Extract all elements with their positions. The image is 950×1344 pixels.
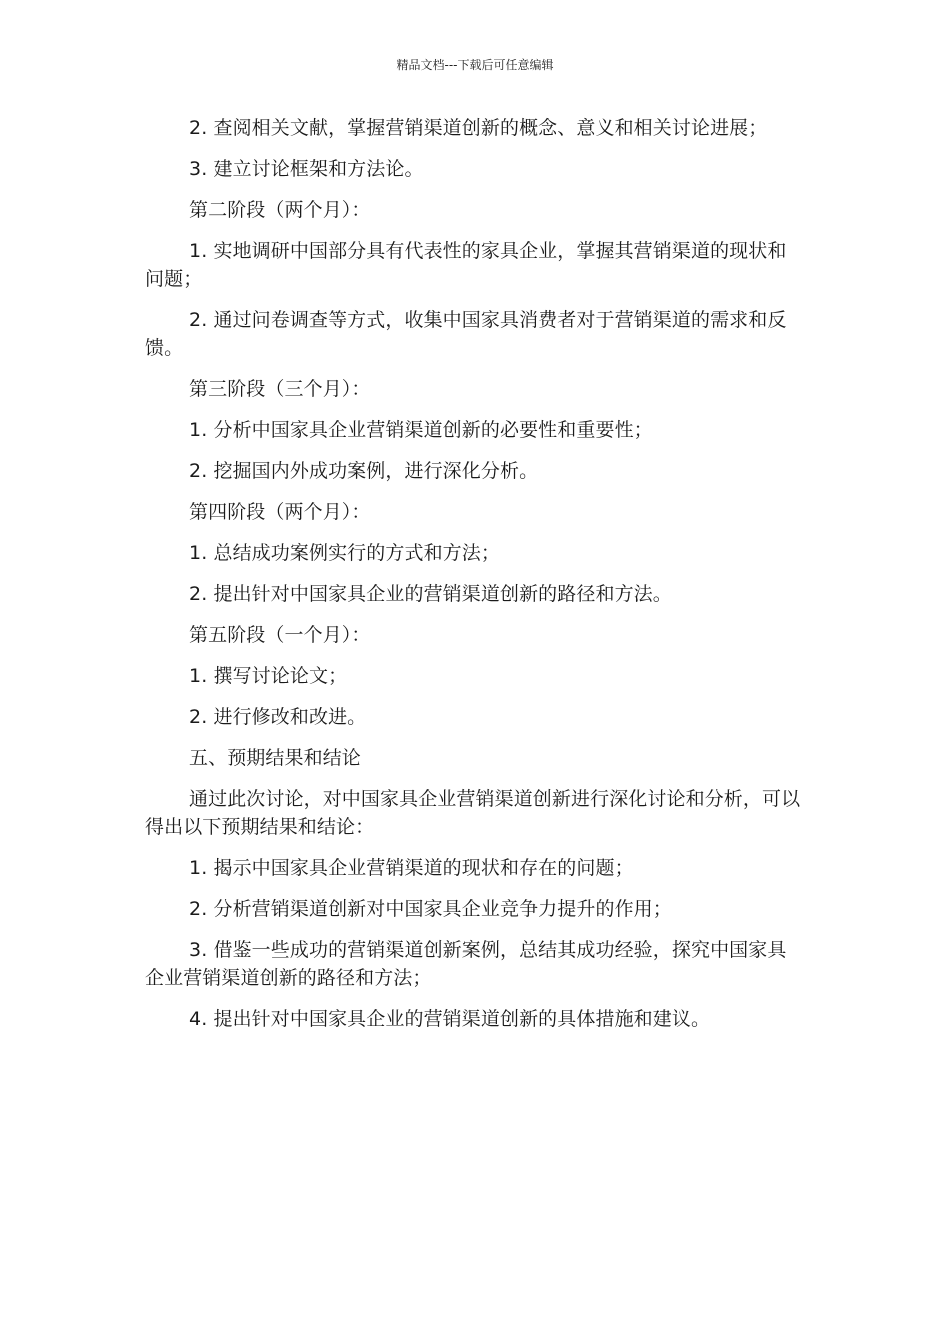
paragraph: 1. 总结成功案例实行的方式和方法； xyxy=(189,542,500,564)
paragraph: 3. 借鉴一些成功的营销渠道创新案例，总结其成功经验，探究中国家具企业营销渠道创新的路径和方法； xyxy=(145,939,787,989)
section-heading: 第四阶段（两个月）： xyxy=(189,501,371,523)
paragraph: 1. 揭示中国家具企业营销渠道的现状和存在的问题； xyxy=(189,857,634,879)
document-body xyxy=(145,114,805,1046)
paragraph: 2. 挖掘国内外成功案例，进行深化分析。 xyxy=(189,460,539,482)
paragraph: 1. 分析中国家具企业营销渠道创新的必要性和重要性； xyxy=(189,419,653,441)
paragraph: 通过此次讨论，对中国家具企业营销渠道创新进行深化讨论和分析，可以得出以下预期结果和结论： xyxy=(145,788,801,838)
paragraph: 2. 进行修改和改进。 xyxy=(189,706,367,728)
paragraph: 2. 查阅相关文献，掌握营销渠道创新的概念、意义和相关讨论进展； xyxy=(189,117,768,139)
section-heading: 第二阶段（两个月）： xyxy=(189,199,371,221)
paragraph: 2. 通过问卷调查等方式，收集中国家具消费者对于营销渠道的需求和反馈。 xyxy=(145,309,787,359)
section-heading: 五、预期结果和结论 xyxy=(189,747,361,769)
section-heading: 第五阶段（一个月）： xyxy=(189,624,371,646)
paragraph: 4. 提出针对中国家具企业的营销渠道创新的具体措施和建议。 xyxy=(189,1008,711,1030)
page-header: 精品文档---下载后可任意编辑 xyxy=(396,58,554,72)
paragraph: 2. 提出针对中国家具企业的营销渠道创新的路径和方法。 xyxy=(189,583,672,605)
paragraph: 1. 撰写讨论论文； xyxy=(189,665,348,687)
paragraph: 1. 实地调研中国部分具有代表性的家具企业，掌握其营销渠道的现状和问题； xyxy=(145,240,787,290)
paragraph: 3. 建立讨论框架和方法论。 xyxy=(189,158,424,180)
paragraph: 2. 分析营销渠道创新对中国家具企业竞争力提升的作用； xyxy=(189,898,672,920)
section-heading: 第三阶段（三个月）： xyxy=(189,378,371,400)
